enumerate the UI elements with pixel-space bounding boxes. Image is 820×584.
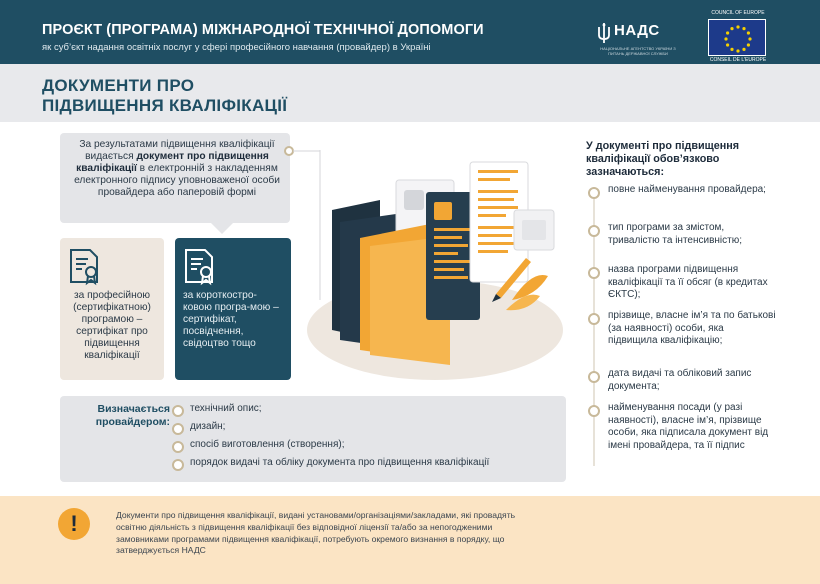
- intro-bubble: [60, 133, 290, 223]
- trident-icon: [596, 22, 612, 44]
- provider-item: спосіб виготовлення (створення);: [172, 438, 489, 456]
- required-item: дата видачі та обліковий запис документа;: [586, 368, 776, 393]
- provider-label: Визначається провайдером:: [95, 403, 170, 428]
- documents-illustration: [300, 150, 570, 390]
- header-subtitle: як суб’єкт надання освітніх послуг у сфері професійного навчання (провайдер) в Україні: [42, 42, 431, 53]
- coe-bottom-label: CONSEIL DE L'EUROPE: [709, 57, 767, 63]
- council-of-europe-logo: [706, 10, 786, 62]
- warning-icon: !: [58, 508, 90, 540]
- nads-subtitle: НАЦІОНАЛЬНЕ АГЕНТСТВО УКРАЇНИ З ПИТАНЬ ДЕРЖАВНОЇ СЛУЖБИ: [600, 46, 676, 56]
- page-title-line1: ДОКУМЕНТИ ПРО: [42, 76, 195, 95]
- provider-item: порядок видачі та обліку документа про підвищення кваліфікації: [172, 456, 489, 474]
- page-title-line2: ПІДВИЩЕННЯ КВАЛІФІКАЦІЇ: [42, 96, 288, 115]
- intro-text-2: в електронній з накладенням електронного підпису уповноваженої особи провайдера або паперовій формі: [74, 163, 280, 198]
- eu-stars-icon: [708, 19, 766, 56]
- provider-box: [60, 396, 566, 482]
- required-item: назва програми підвищення кваліфікації та її обсяг (в кредитах ЄКТС);: [586, 264, 776, 302]
- card-professional-text: за професійною (сертифікатною) програмою – сертифікат про підвищення кваліфікації: [73, 290, 151, 361]
- footer-text: Документи про підвищення кваліфікації, видані установами/організаціями/закладами, які провадять освітню діяльність з підвищення кваліфікації без відповідної ліцензії та/або за непогодженими замовниками програмами підвищення кваліфікації, потребують окремого визнання в порядку, що затверджується НАДС: [116, 510, 516, 556]
- intro-bold: документ про підвищення кваліфікації: [76, 151, 269, 174]
- provider-item: технічний опис;: [172, 402, 489, 420]
- card-short-text: за короткостро-ковою програ-мою – сертифікат, посвідчення, свідоцтво тощо: [183, 290, 279, 349]
- card-professional-program: [60, 238, 164, 380]
- provider-item: дизайн;: [172, 420, 489, 438]
- intro-text-1: За результатами підвищення кваліфікації видається: [79, 139, 275, 162]
- required-item: тип програми за змістом, тривалістю та інтенсивністю;: [586, 222, 776, 247]
- required-item: повне найменування провайдера;: [586, 184, 776, 197]
- certificate-icon: [68, 248, 102, 286]
- header-title: ПРОЄКТ (ПРОГРАМА) МІЖНАРОДНОЇ ТЕХНІЧНОЇ ДОПОМОГИ: [42, 22, 484, 38]
- header-bar: [0, 0, 820, 64]
- required-item: прізвище, власне ім’я та по батькові (за наявності) особи, яка підвищила кваліфікацію;: [586, 310, 776, 348]
- nads-name: НАДС: [614, 22, 660, 39]
- intro-bubble-tail: [210, 222, 234, 234]
- coe-top-label: COUNCIL OF EUROPE: [711, 10, 765, 16]
- certificate-icon: [183, 248, 217, 286]
- title-band: [0, 64, 820, 122]
- card-short-program: [175, 238, 291, 380]
- nads-logo: [596, 20, 696, 60]
- required-fields-heading: У документі про підвищення кваліфікації обов’язково зазначаються:: [586, 140, 740, 178]
- required-item: найменування посади (у разі наявності), власне ім’я, прізвище особи, яка підписала документ від імені провайдера, та її підпис: [586, 402, 776, 452]
- provider-list: [172, 402, 489, 474]
